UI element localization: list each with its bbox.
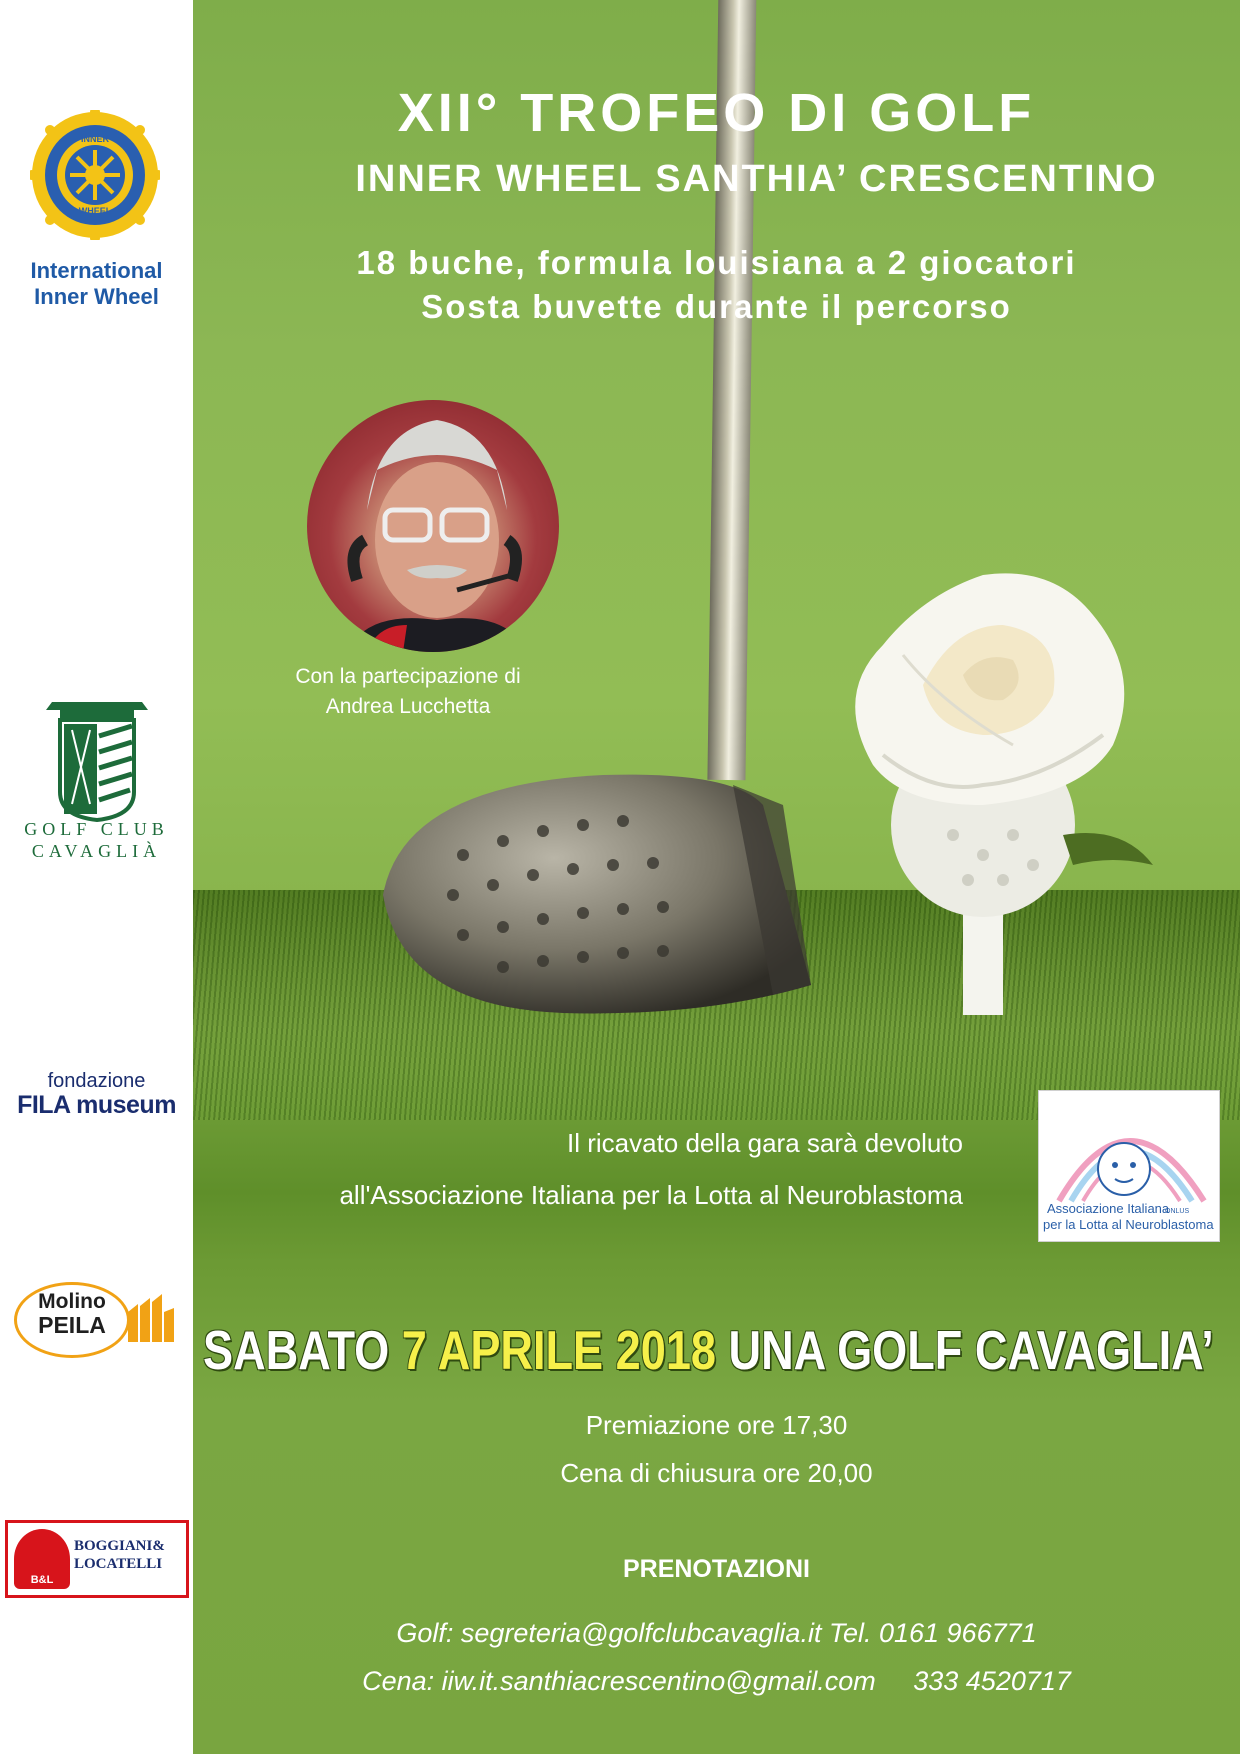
assoc-logo-onlus: ONLUS [1165, 1208, 1190, 1215]
molino-line1: Molino [38, 1290, 106, 1313]
golf-club-line1: GOLF CLUB [24, 819, 169, 839]
format-line1: 18 buche, formula louisiana a 2 giocatori [356, 244, 1077, 281]
dinner-contact: Cena: iiw.it.santhiacrescentino@gmail.com 333 4520717 [362, 1666, 1071, 1696]
iiw-line1: International [30, 258, 163, 283]
date-day: 7 [401, 1319, 427, 1381]
event-title: XII° TROFEO DI GOLF [397, 83, 1036, 143]
iiw-line2: Inner Wheel [34, 284, 159, 309]
date-venue: UNA GOLF CAVAGLIA’ [728, 1319, 1214, 1381]
bl-mark [14, 1529, 70, 1589]
date-year: 2018 [615, 1319, 716, 1381]
date-day-name: SABATO [203, 1319, 390, 1381]
format-line2: Sosta buvette durante il percorso [421, 288, 1012, 325]
iiw-emblem-icon [30, 110, 160, 240]
sponsor-sidebar [0, 0, 193, 1754]
bl-line1: BOGGIANI& [74, 1538, 165, 1554]
assoc-logo-line2: per la Lotta al Neuroblastoma [1043, 1217, 1214, 1232]
dinner-time: Cena di chiusura ore 20,00 [560, 1458, 873, 1488]
caption-line1: Con la partecipazione di [295, 665, 521, 688]
event-subtitle: INNER WHEEL SANTHIA’ CRESCENTINO [355, 158, 1158, 200]
bl-line2: LOCATELLI [74, 1556, 163, 1572]
portrait-illustration [307, 400, 559, 652]
proceeds-line1: Il ricavato della gara sarà devoluto [566, 1128, 963, 1158]
proceeds-line2: all'Associazione Italiana per la Lotta al Neuroblastoma [339, 1180, 963, 1210]
bookings-heading: PRENOTAZIONI [622, 1555, 811, 1583]
bl-name [74, 1537, 184, 1573]
bl-mark-text: B&L [30, 1574, 54, 1586]
guest-caption [253, 662, 563, 722]
iiw-logo-text [0, 258, 193, 310]
golf-clubhead-icon [343, 745, 813, 1025]
poster [193, 0, 1240, 1754]
assoc-logo-line1: Associazione Italiana [1047, 1201, 1170, 1216]
molino-flag-icon [126, 1292, 176, 1344]
iiw-emblem-word1: INNER [80, 134, 110, 144]
golf-contact: Golf: segreteria@golfclubcavaglia.it Tel. 0161 966771 [396, 1618, 1037, 1648]
white-rose-icon [813, 535, 1153, 1035]
event-date-line [203, 1318, 1214, 1382]
neuroblastoma-logo-icon [1038, 1090, 1220, 1242]
date-month: APRILE [437, 1319, 604, 1381]
molino-line2: PEILA [38, 1312, 106, 1338]
boggiani-locatelli-logo [5, 1520, 189, 1598]
molino-peila-logo [14, 1282, 130, 1358]
guest-portrait [307, 400, 559, 652]
golf-club-logo-text [0, 818, 193, 862]
iiw-emblem-word2: WHEEL [78, 206, 112, 216]
golf-club-line2: CAVAGLIÀ [31, 841, 162, 861]
awards-time: Premiazione ore 17,30 [585, 1410, 848, 1440]
fila-line2: FILA museum [17, 1091, 176, 1119]
fila-line1: fondazione [47, 1070, 146, 1092]
caption-line2: Andrea Lucchetta [325, 695, 491, 718]
